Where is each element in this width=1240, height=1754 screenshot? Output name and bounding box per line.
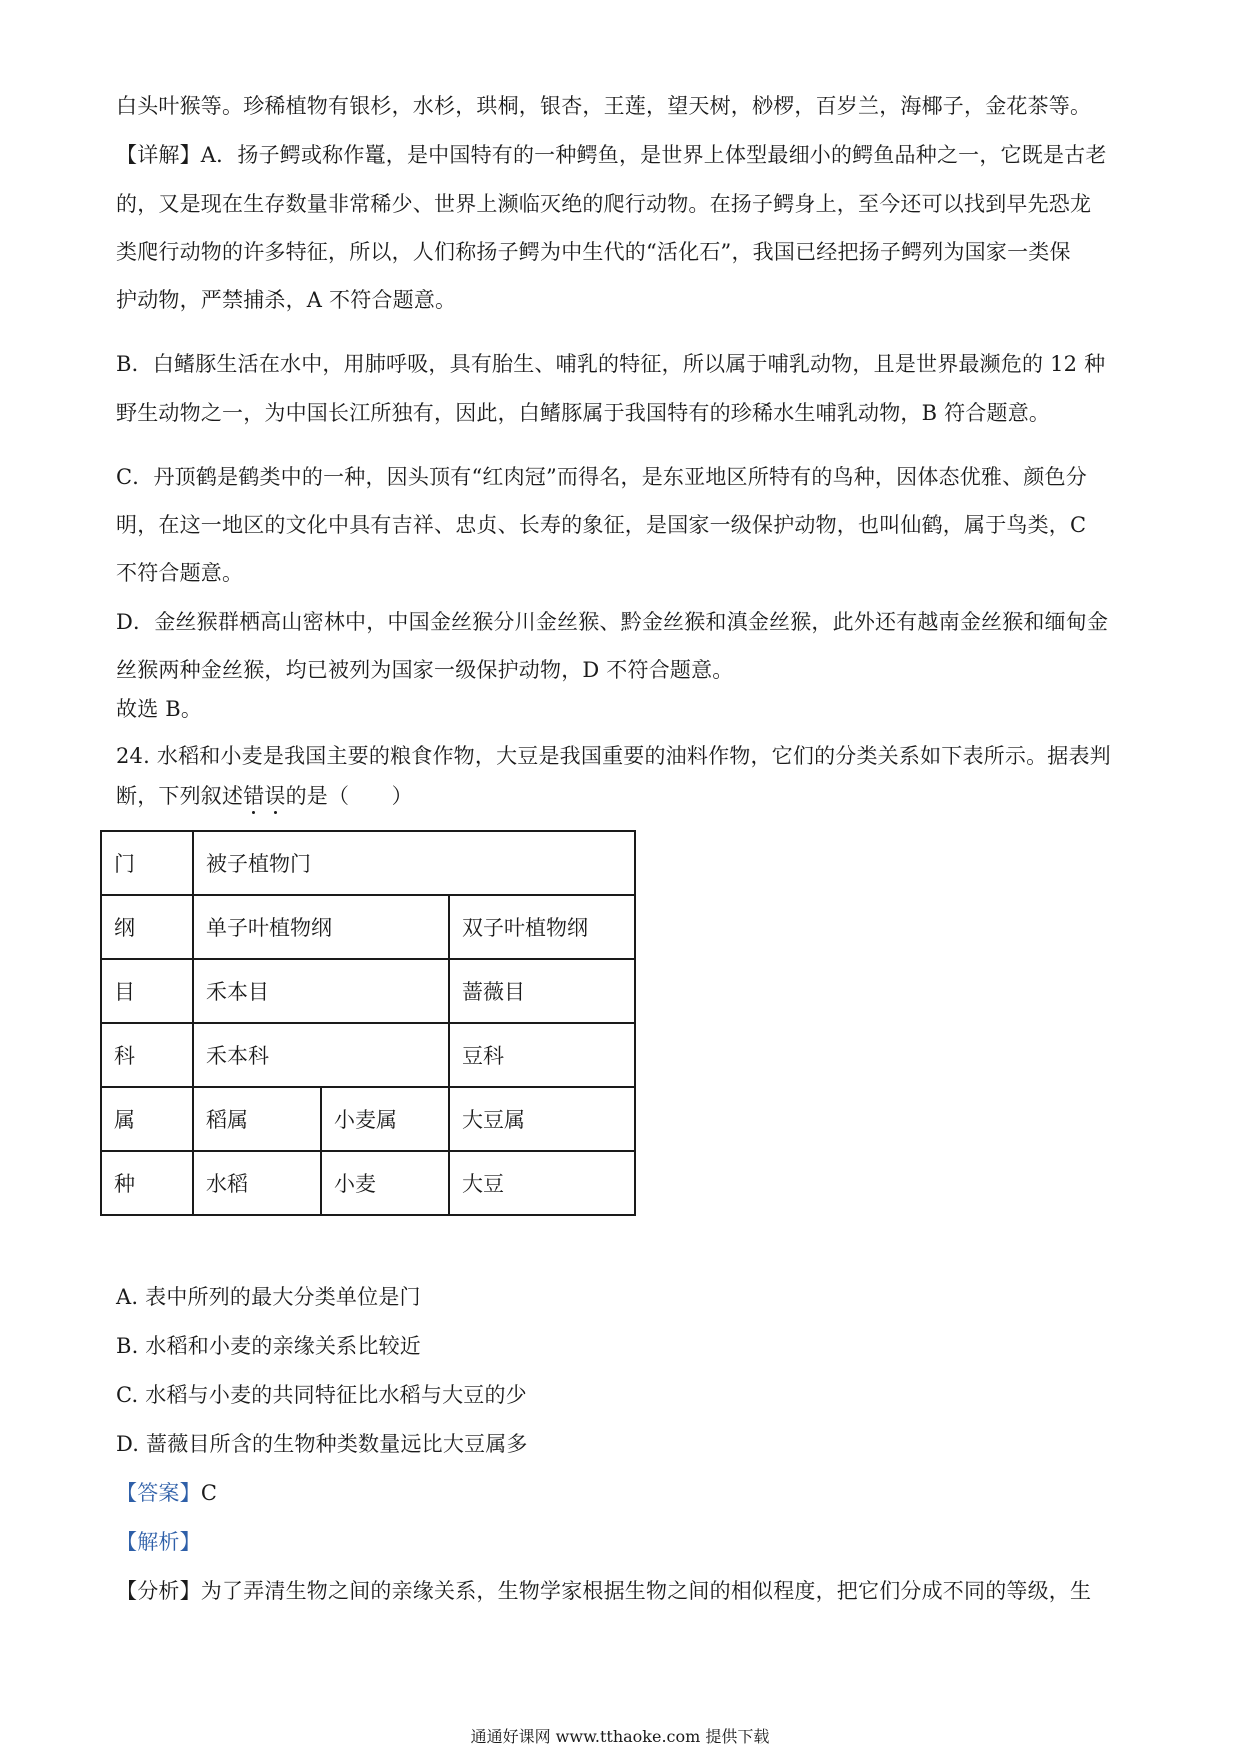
text-line: 白头叶猴等。珍稀植物有银杉，水杉，珙桐，银杏，王莲，望天树，桫椤，百岁兰，海椰子，金花茶等。 xyxy=(116,94,1092,118)
analysis-label: 【解析】 xyxy=(116,1530,201,1554)
table-cell: 小麦 xyxy=(321,1151,449,1215)
text-line: C．丹顶鹤是鹤类中的一种，因头顶有“红肉冠”而得名，是东亚地区所特有的鸟种，因体态优雅、颜色分 xyxy=(116,465,1087,489)
table-cell: 水稻 xyxy=(193,1151,321,1215)
question-24-line xyxy=(116,781,1132,811)
text-line: B．白鳍豚生活在水中，用肺呼吸，具有胎生、哺乳的特征，所以属于哺乳动物，且是世界最濒危的 12 种 xyxy=(116,352,1106,376)
table-cell: 科 xyxy=(101,1023,193,1087)
text-line: 野生动物之一，为中国长江所独有，因此，白鳍豚属于我国特有的珍稀水生哺乳动物，B 符合题意。 xyxy=(116,401,1051,425)
option-b: B. 水稻和小麦的亲缘关系比较近 xyxy=(116,1334,421,1358)
text-line: 不符合题意。 xyxy=(116,561,244,585)
table-row xyxy=(101,1023,635,1087)
table-row xyxy=(101,1087,635,1151)
table-cell: 门 xyxy=(101,831,193,895)
table-cell: 目 xyxy=(101,959,193,1023)
table-cell: 种 xyxy=(101,1151,193,1215)
text-line: 类爬行动物的许多特征，所以，人们称扬子鳄为中生代的“活化石”，我国已经把扬子鳄列为国家一类保 xyxy=(116,240,1071,264)
text-line: D．金丝猴群栖高山密林中，中国金丝猴分川金丝猴、黔金丝猴和滇金丝猴，此外还有越南金丝猴和缅甸金 xyxy=(116,610,1109,634)
text-line: 故选 B。 xyxy=(116,697,203,721)
table-cell: 稻属 xyxy=(193,1087,321,1151)
question-text: 的是（ ） xyxy=(285,784,413,808)
text-line: 丝猴两种金丝猴，均已被列为国家一级保护动物，D 不符合题意。 xyxy=(116,658,734,682)
answer-label: 【答案】 xyxy=(116,1481,201,1505)
text-line: 【详解】A．扬子鳄或称作鼍，是中国特有的一种鳄鱼，是世界上体型最细小的鳄鱼品种之一，它既是古老 xyxy=(116,143,1107,167)
table-row xyxy=(101,895,635,959)
answer-value: C xyxy=(200,1481,218,1505)
question-24-line: 24. 水稻和小麦是我国主要的粮食作物，大豆是我国重要的油料作物，它们的分类关系如下表所示。据表判 xyxy=(116,744,1111,768)
option-c: C. 水稻与小麦的共同特征比水稻与大豆的少 xyxy=(116,1383,527,1407)
table-cell: 大豆 xyxy=(449,1151,635,1215)
option-d: D. 蔷薇目所含的生物种类数量远比大豆属多 xyxy=(116,1432,528,1456)
page-footer: 通通好课网 www.tthaoke.com 提供下载 xyxy=(470,1727,770,1746)
text-line: 护动物，严禁捕杀，A 不符合题意。 xyxy=(116,288,457,312)
table-cell: 禾本科 xyxy=(193,1023,449,1087)
table-cell: 被子植物门 xyxy=(193,831,635,895)
question-text: 断，下列叙述 xyxy=(116,784,244,808)
table-cell: 禾本目 xyxy=(193,959,449,1023)
answer-line xyxy=(116,1478,1132,1508)
option-a: A. 表中所列的最大分类单位是门 xyxy=(116,1285,421,1309)
table-row xyxy=(101,1151,635,1215)
table-row xyxy=(101,959,635,1023)
text-line: 明，在这一地区的文化中具有吉祥、忠贞、长寿的象征，是国家一级保护动物，也叫仙鹤，属于鸟类，C xyxy=(116,513,1087,537)
table-cell: 纲 xyxy=(101,895,193,959)
emphasis-char: 误 xyxy=(264,784,286,808)
emphasis-char: 错 xyxy=(243,784,265,808)
table-cell: 大豆属 xyxy=(449,1087,635,1151)
table-cell: 属 xyxy=(101,1087,193,1151)
table-cell: 小麦属 xyxy=(321,1087,449,1151)
table-cell: 豆科 xyxy=(449,1023,635,1087)
taxonomy-table xyxy=(100,830,636,1216)
table-row xyxy=(101,831,635,895)
text-line: 的，又是现在生存数量非常稀少、世界上濒临灭绝的爬行动物。在扬子鳄身上，至今还可以找到早先恐龙 xyxy=(116,192,1092,216)
table-cell: 蔷薇目 xyxy=(449,959,635,1023)
table-cell: 单子叶植物纲 xyxy=(193,895,449,959)
analysis-text: 【分析】为了弄清生物之间的亲缘关系，生物学家根据生物之间的相似程度，把它们分成不同的等级，生 xyxy=(116,1579,1092,1603)
table-cell: 双子叶植物纲 xyxy=(449,895,635,959)
